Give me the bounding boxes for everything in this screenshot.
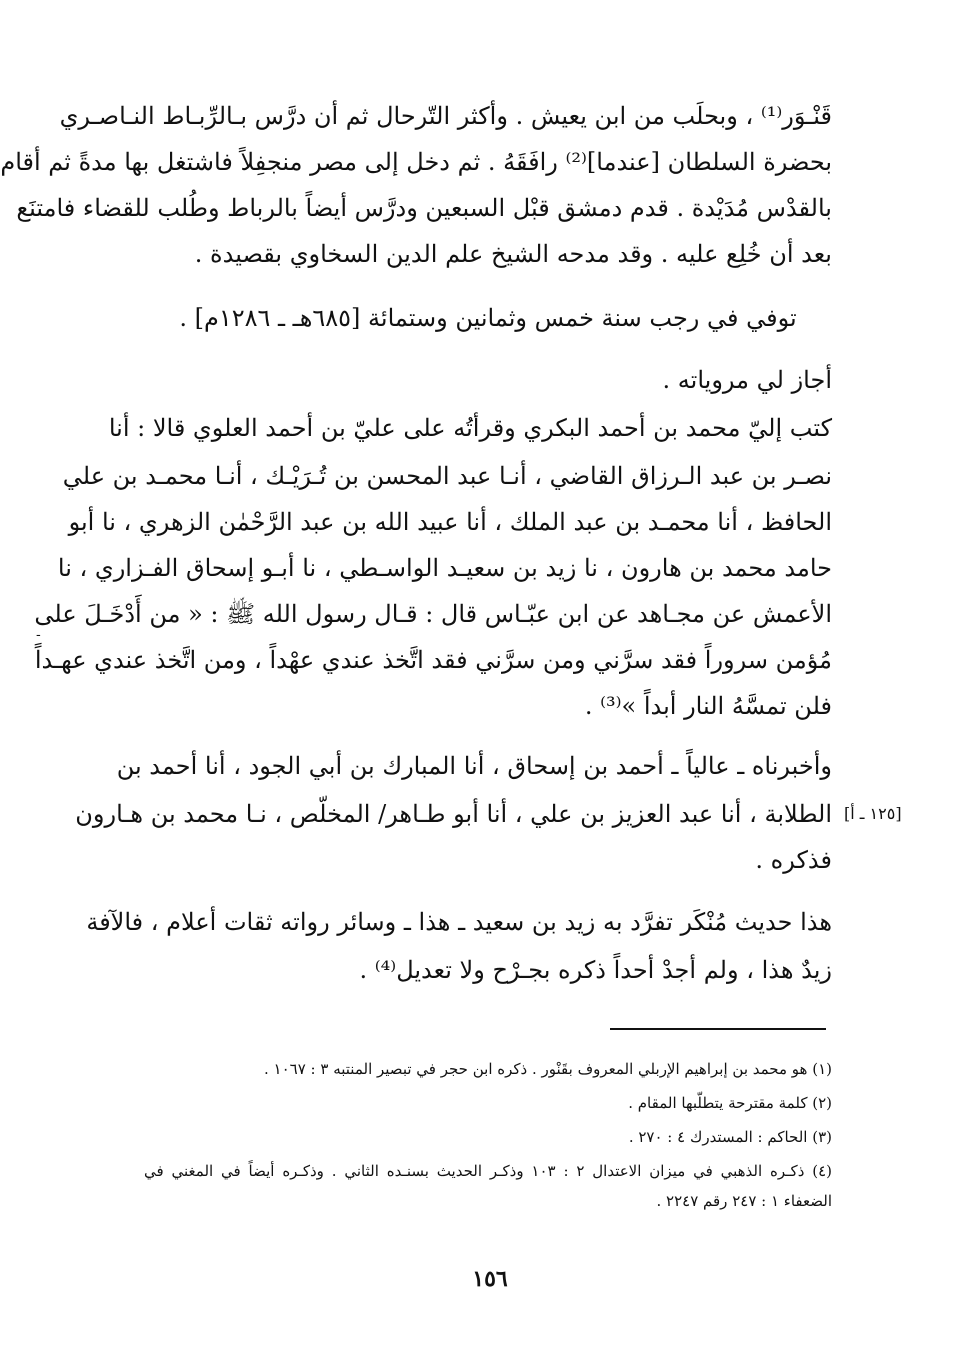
body-line: مُؤمن سروراً فقد سرَّني ومن سرَّني فقد اتَّخذ عندي عهْداً ، ومن اتَّخذ عندي عهـداً [34, 646, 832, 674]
body-line: الحافظ ، أنا محمـد بن عبد الملك ، أنا عبيد الله بن عبد الرَّحْمٰن الزهري ، نا أبو [68, 508, 832, 536]
body-line: بعد أن خُلِع عليه . وقد مدحه الشيخ علم الدين السخاوي بقصيدة . [194, 240, 832, 268]
body-line: حامد محمد بن هارون ، نا زيد بن سعيـد الواسـطي ، نا أبـو إسحاق الفـزاري ، نا [57, 554, 832, 582]
body-line: قَنْـوَر⁽¹⁾ ، وبحلَب من ابن يعيش . وأكثر التّرحال ثم أن درَّس بـالرِّبـاط النـاصـري [59, 102, 832, 130]
margin-folio-reference: [١٢٥ ـ أ] [844, 804, 902, 823]
death-date-line: توفي في رجب سنة خمس وثمانين وستمائة [٦٨٥هـ ـ ١٢٨٦م] . [179, 304, 797, 332]
body-line: كتب إليّ محمد بن أحمد البكري وقرأتُه على عليّ بن أحمد العلوي قالا : أنا [108, 414, 832, 442]
body-line: وأخبرناه ـ عالياً ـ أحمد بن إسحاق ، أنا المبارك بن أبي الجود ، أنا أحمد بن [116, 752, 832, 780]
footnote: (١) هو محمد بن إبراهيم الإربلي المعروف بقَنْور . ذكره ابن حجر في تبصير المنتبه ٣ : ١٠٦٧ . [264, 1060, 832, 1078]
body-line: بالقدْس مُدَيْدة . قدم دمشق قبْل السبعين ودرَّس أيضاً بالرباط وطُلب للقضاء فامتنَع [16, 194, 832, 222]
body-line: فلن تمسَّهُ النار أبداً »⁽³⁾ . [584, 692, 832, 720]
footnote-separator [610, 1028, 826, 1030]
footnote: (٣) الحاكم : المستدرك ٤ : ٢٧٠ . [628, 1128, 832, 1146]
ijaza-line: أجاز لي مروياته . [662, 366, 832, 394]
footnote-continuation: الضعفاء ١ : ٢٤٧ رقم ٢٢٤٧ . [656, 1192, 832, 1210]
body-line: فذكره . [755, 846, 832, 874]
body-line: الطلابة ، أنا عبد العزيز بن علي ، أنا أبو طـاهر/ المخلّص ، نـا محمد بن هـارون [75, 800, 832, 828]
scan-edge-mark: - [36, 627, 41, 643]
body-line: بحضرة السلطان [عندما]⁽²⁾ رافَقَهُ . ثم دخل إلى مصر منجفِلاً فاشتغل بها مدةً ثم أقام [0, 148, 832, 176]
body-line: هذا حديث مُنْكَر تفرَّد به زيد بن سعيد ـ هذا ـ وسائر رواته ثقات أعلام ، فالآفة [86, 908, 832, 936]
body-line: الأعمش عن مجـاهد عن ابن عبّـاس قال : قـال رسول الله ﷺ : « من أَدْخَـلَ على [34, 600, 832, 628]
footnote: (٢) كلمة مقترحة يتطلّبها المقام . [628, 1094, 832, 1112]
page-number: ١٥٦ [472, 1266, 508, 1292]
footnote: (٤) ذكـره الذهبي في ميزان الاعتدال ٢ : ١٠٣ وذكـر الحديث بسنـده الثاني . وذكـره أيضاً في المغني في [144, 1162, 832, 1180]
body-line: زيدٌ هذا ، ولم أجدْ أحداً ذكره بجـرْح ولا تعديل⁽⁴⁾ . [359, 956, 832, 984]
body-line: نصـر بن عبد الـرزاق القاضي ، أنـا عبد المحسن بن تُـرَيْـك ، أنـا محمـد بن علي [62, 462, 832, 490]
